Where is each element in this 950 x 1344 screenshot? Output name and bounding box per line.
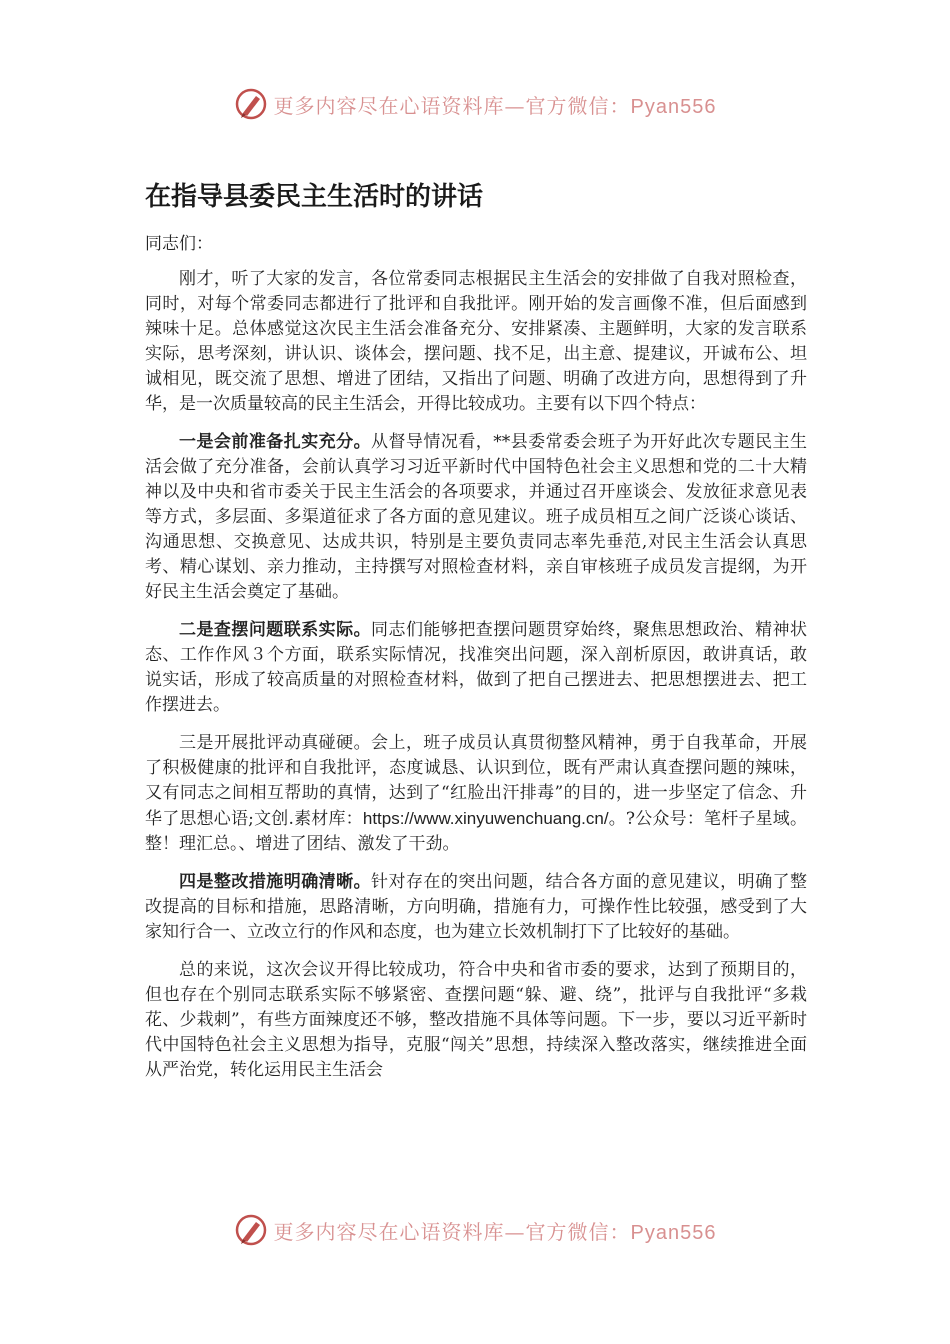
wechat-id: Pyan556: [630, 95, 717, 118]
header-watermark-banner: [0, 84, 950, 124]
banner-text: 更多内容尽在心语资料库—官方微信：Pyan556: [273, 93, 717, 118]
paragraph-point-three: 三是开展批评动真碰硬。会上，班子成员认真贯彻整风精神，勇于自我革命，开展了积极健康的批评和自我批评，态度诚恳、认识到位，既有严肃认真查摆问题的辣味，又有同志之间相互帮助的真情，达到了“红脸出汗排毒”的目的，进一步坚定了信念、升华了思想心语;文创.素材库：https://www.xinyuwenchuang.cn/。?公众号：笔杆子星域。整！理汇总。、增进了团结、激发了干劲。: [145, 733, 807, 854]
point-one-heading: 一是会前准备扎实充分。: [179, 432, 372, 452]
paragraph-point-two: 二是查摆问题联系实际。同志们能够把查摆问题贯穿始终，聚焦思想政治、精神状态、工作作风３个方面，联系实际情况，找准突出问题，深入剖析原因，敢讲真话，敢说实话，形成了较高质量的对照检查材料，做到了把自己摆进去、把思想摆进去、把工作摆进去。: [145, 620, 808, 715]
point-two-heading: 二是查摆问题联系实际。: [179, 620, 372, 640]
paragraph-summary: 总的来说，这次会议开得比较成功，符合中央和省市委的要求，达到了预期目的，但也存在个别同志联系实际不够紧密、查摆问题“躲、避、绕”，批评与自我批评“多栽花、少栽刺”，有些方面辣度还不够，整改措施不具体等问题。下一步，要以习近平新时代中国特色社会主义思想为指导，克服“闯关”思想，持续深入整改落实，继续推进全面从严治党，转化运用民主生活会: [145, 960, 807, 1080]
wechat-id: Pyan556: [630, 1221, 717, 1244]
pen-logo-icon: [234, 1213, 268, 1247]
paragraph-point-four: 四是整改措施明确清晰。针对存在的突出问题，结合各方面的意见建议，明确了整改提高的目标和措施，思路清晰，方向明确，措施有力，可操作性比较强，感受到了大家知行合一、立改立行的作风和态度，也为建立长效机制打下了比较好的基础。: [145, 872, 808, 942]
point-four-heading: 四是整改措施明确清晰。: [179, 872, 372, 892]
footer-watermark-banner: [0, 1210, 950, 1250]
document-body: [145, 232, 807, 1096]
paragraph-intro: 刚才，听了大家的发言，各位常委同志根据民主生活会的安排做了自我对照检查，同时，对每个常委同志都进行了批评和自我批评。刚开始的发言画像不准，但后面感到辣味十足。总体感觉这次民主生活会准备充分、安排紧凑、主题鲜明，大家的发言联系实际，思考深刻，讲认识、谈体会，摆问题、找不足，出主意、提建议，开诚布公、坦诚相见，既交流了思想、增进了团结，又指出了问题、明确了改进方向，思想得到了升华，是一次质量较高的民主生活会，开得比较成功。主要有以下四个特点：: [145, 269, 807, 414]
paragraph-point-one: 一是会前准备扎实充分。从督导情况看，**县委常委会班子为开好此次专题民主生活会做了充分准备，会前认真学习习近平新时代中国特色社会主义思想和党的二十大精神以及中央和省市委关于民主生活会的各项要求，并通过召开座谈会、发放征求意见表等方式，多层面、多渠道征求了各方面的意见建议。班子成员相互之间广泛谈心谈话、沟通思想、交换意见、达成共识，特别是主要负责同志率先垂范,对民主生活会认真思考、精心谋划、亲力推动，主持撰写对照检查材料，亲自审核班子成员发言提纲，为开好民主生活会奠定了基础。: [145, 432, 808, 602]
website-link[interactable]: https://www.xinyuwenchuang.cn/: [362, 809, 609, 828]
greeting: 同志们：: [145, 234, 213, 254]
document-title: 在指导县委民主生活时的讲话: [145, 182, 484, 212]
banner-text: 更多内容尽在心语资料库—官方微信：Pyan556: [273, 1219, 717, 1244]
pen-logo-icon: [234, 87, 268, 121]
